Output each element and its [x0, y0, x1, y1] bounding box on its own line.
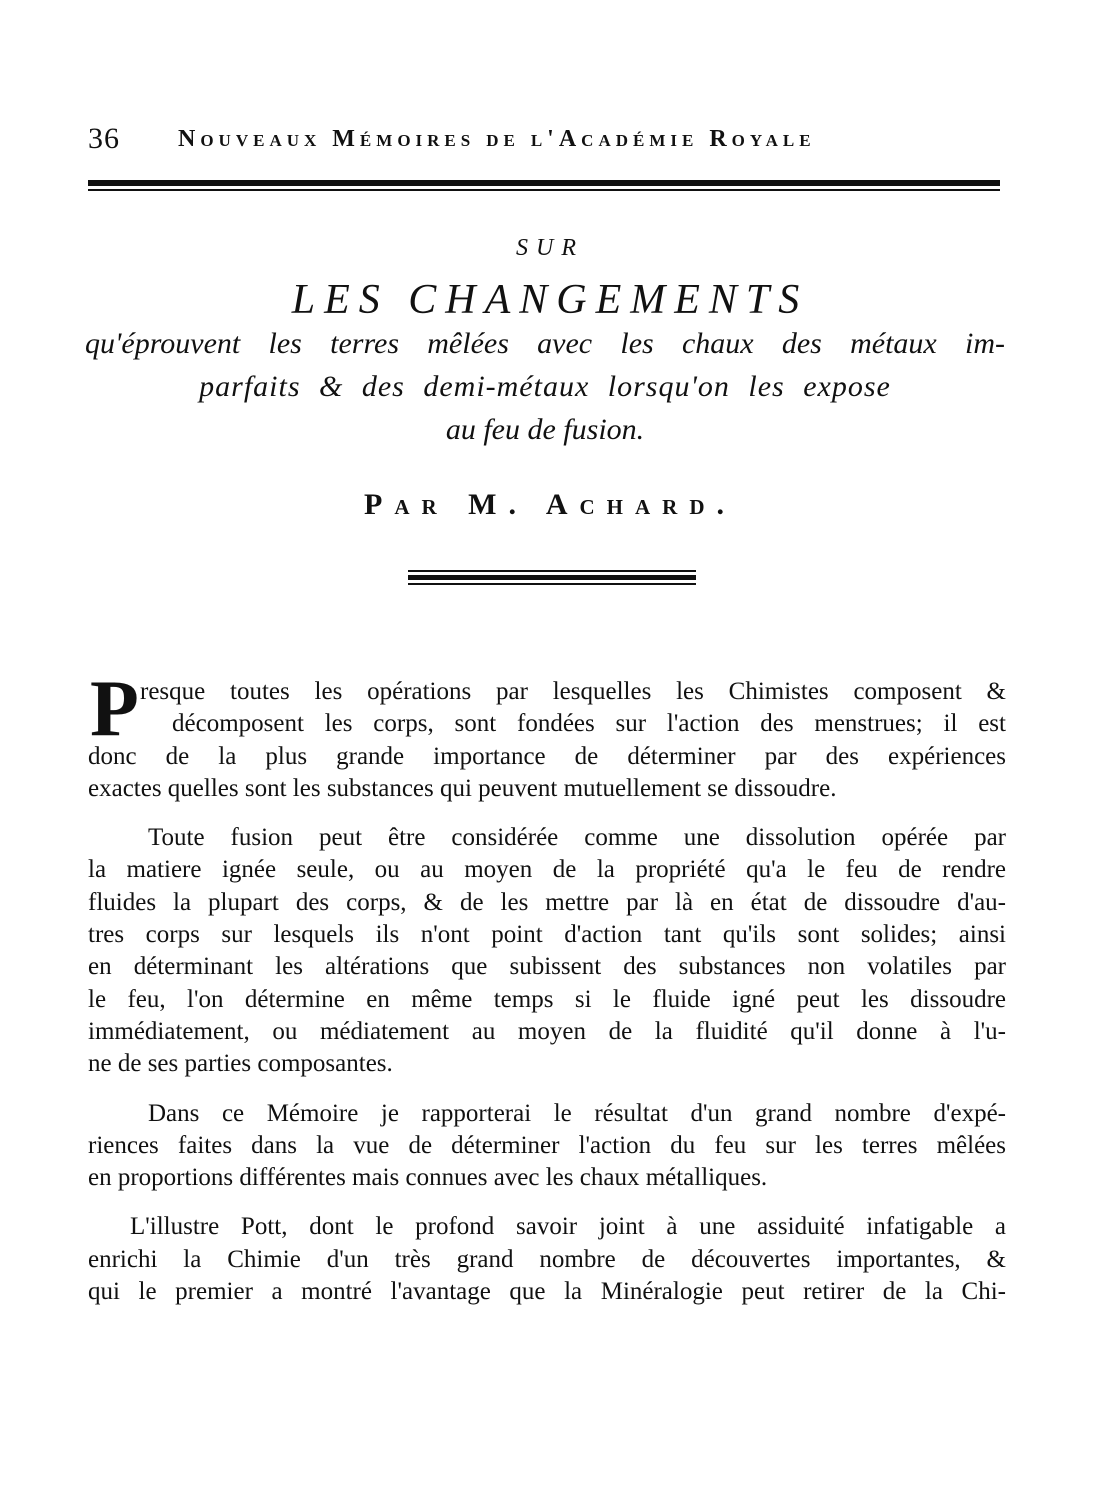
text-line: riences faites dans la vue de déterminer l'action du feu sur les terres mêlées	[88, 1131, 1006, 1159]
text-line: qui le premier a montré l'avantage que la Minéralogie peut retirer de la Chi-	[88, 1278, 1006, 1306]
subtitle	[85, 322, 1005, 451]
page-number: 36	[88, 122, 120, 155]
running-header	[88, 122, 1008, 172]
text-line: immédiatement, ou médiatement au moyen de la fluidité qu'il donne à l'u-	[88, 1017, 1006, 1045]
main-title: LES CHANGEMENTS	[291, 277, 809, 323]
text-line: le feu, l'on détermine en même temps si le fluide igné peut les dissoudre	[88, 985, 1006, 1013]
text-line: enrichi la Chimie d'un très grand nombre de découvertes importantes, &	[88, 1245, 1006, 1273]
text-line: resque toutes les opérations par lesquelles les Chimistes composent &	[140, 678, 1006, 705]
text-line: Dans ce Mémoire je rapporterai le résultat d'un grand nombre d'expé-	[148, 1099, 1006, 1127]
text-line: ne de ses parties composantes.	[88, 1050, 393, 1078]
running-title: Nouveaux Mémoires de l'Académie Royale	[178, 126, 816, 152]
paragraph-3	[88, 1098, 1006, 1195]
text-line: donc de la plus grande importance de déterminer par des expériences	[88, 742, 1006, 770]
text-line: Toute fusion peut être considérée comme une dissolution opérée par	[148, 824, 1006, 852]
author-byline: Par M. Achard.	[364, 488, 736, 521]
text-line: exactes quelles sont les substances qui peuvent mutuellement se dissoudre.	[88, 774, 837, 802]
subtitle-line: parfaits & des demi-métaux lorsqu'on les expose	[199, 370, 891, 403]
paragraph-2	[88, 822, 1006, 1080]
header-rule	[88, 180, 1000, 191]
subtitle-line: au feu de fusion.	[445, 413, 645, 446]
body-text	[88, 665, 1006, 1325]
drop-cap: P	[90, 665, 139, 753]
subtitle-line: qu'éprouvent les terres mêlées avec les chaux des métaux im-	[85, 327, 1005, 360]
section-rule	[408, 570, 696, 585]
title-block	[60, 235, 1040, 325]
text-line: en déterminant les altérations que subissent des substances non volatiles par	[88, 953, 1006, 981]
text-line: tres corps sur lesquels ils n'ont point d'action tant qu'ils sont solides; ainsi	[88, 921, 1006, 949]
paragraph-1	[88, 665, 1006, 805]
text-line: L'illustre Pott, dont le profond savoir joint à une assiduité infatigable a	[130, 1213, 1006, 1241]
paragraph-4	[88, 1211, 1006, 1308]
text-line: décomposent les corps, sont fondées sur l'action des menstrues; il est	[172, 710, 1006, 738]
text-line: en proportions différentes mais connues avec les chaux métalliques.	[88, 1164, 768, 1192]
text-line: la matiere ignée seule, ou au moyen de la propriété qu'a le feu de rendre	[88, 856, 1006, 884]
text-line: fluides la plupart des corps, & de les mettre par là en état de dissoudre d'au-	[88, 888, 1006, 916]
title-preposition: SUR	[516, 235, 584, 261]
